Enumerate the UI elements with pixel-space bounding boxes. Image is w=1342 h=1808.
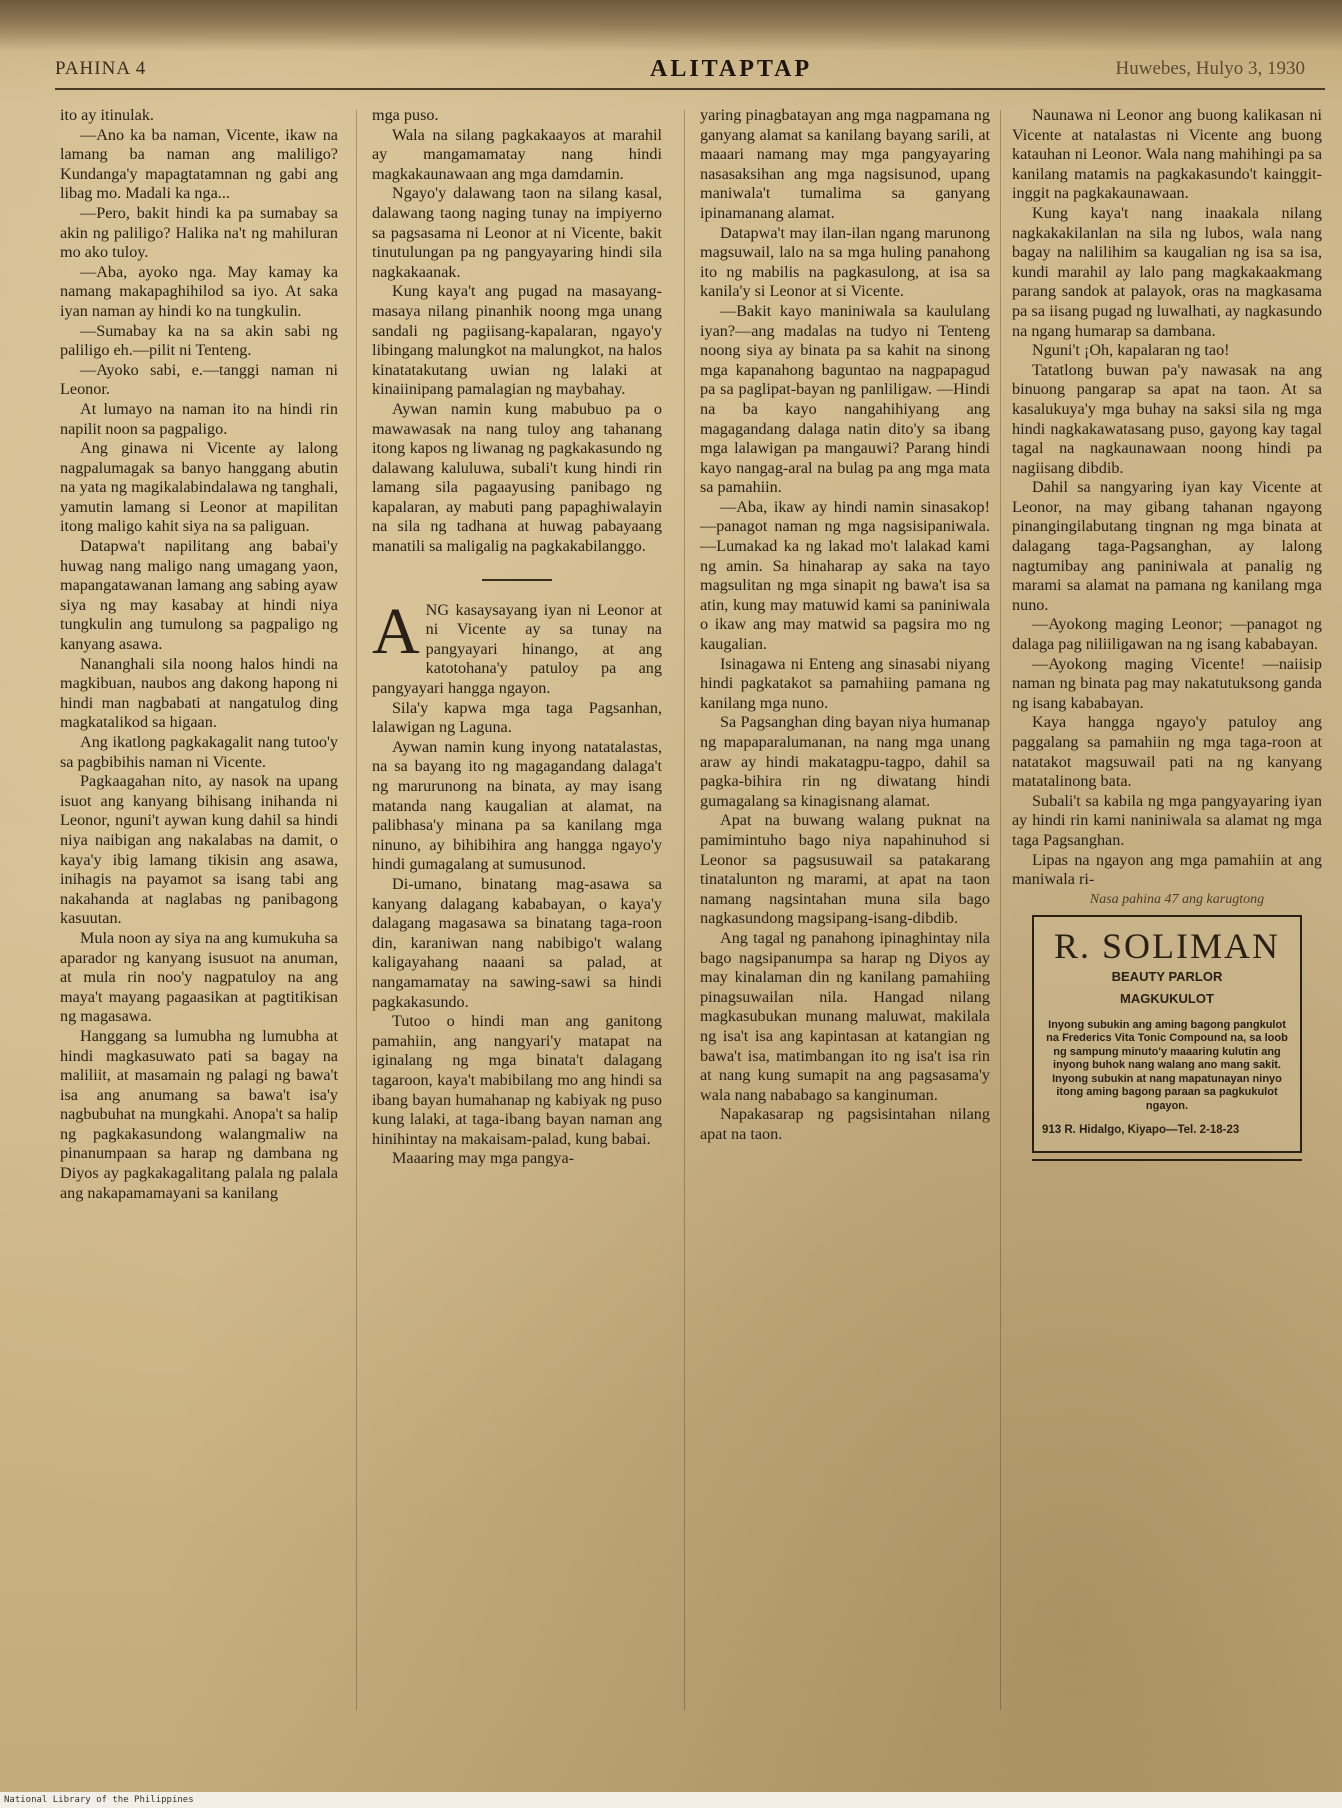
paragraph: Pagkaagahan nito, ay nasok na upang isuot ang kanyang bihisang inihanda ni Leonor, nguni't aywan kung dahil sa hindi niya naibigan ang nakalabas na damit, o kaya'y ibig lamang tikisin ang asawa, inihagis na payamot sa isang tabi ang nakahanda at naglabas ng panibagong kasuutan.	[60, 772, 338, 928]
paragraph: Kaya hangga ngayo'y patuloy ang paggalang sa pamahiin ng mga taga-roon at natatakot magsuwail pati na ng kanyang matatalinong bata.	[1012, 713, 1322, 791]
paragraph: mga puso.	[372, 106, 439, 124]
paragraph: Napakasarap ng pagsisintahan nilang apat na taon.	[700, 1105, 990, 1143]
ad-address: 913 R. Hidalgo, Kiyapo—Tel. 2-18-23	[1042, 1124, 1240, 1137]
ad-subtitle: MAGKUKULOT	[1120, 990, 1214, 1006]
paragraph: —Ayokong maging Leonor; —panagot ng dalaga pag niliiligawan na ng isang kababayan.	[1012, 615, 1322, 654]
paragraph: —Aba, ikaw ay hindi namin sinasakop!—panagot naman ng mga nagsisipaniwala.—Lumakad ka ng lakad mo't lalakad kami ng amin. Sa hinaharap ay saka na tayo magsulitan ng mga sinapit ng bawa't isa sa atin, kung may matuwid kami sa paniniwala o ikaw ang may matwid sa pagsira mo ng kaugalian.	[700, 497, 990, 654]
column-4	[1012, 106, 1322, 1161]
paragraph: Nguni't ¡Oh, kapalaran ng tao!	[1032, 341, 1230, 360]
paragraph: ito ay itinulak.	[60, 106, 154, 124]
paragraph: Ngayo'y dalawang taon na silang kasal, dalawang taong naging tunay na impiyerno sa pagsasama ni Leonor at ni Vicente, bakit tinutulungan pa ng pangyayaring hindi sila nagkakaanak.	[372, 184, 662, 281]
ad-brand-name: R. SOLIMAN	[1053, 926, 1280, 967]
paragraph: Di-umano, binatang mag-asawa sa kanyang dalagang kababayan, o kaya'y dalagang magasawa sa binatang taga-roon din, karaniwan nang nabibigo't walang kaligayahang naaani sa palad, at nangamamatay na sawing-sawi sa hindi pagkakasundo.	[372, 874, 662, 1011]
paragraph: Maaaring may mga pangya-	[392, 1149, 575, 1168]
column-2	[372, 106, 662, 1169]
paragraph: Lipas na ngayon ang mga pamahiin at ang maniwala ri-	[1012, 850, 1322, 889]
paragraph: —Ano ka ba naman, Vicente, ikaw na lamang ba naman ang maliligo? Kundanga'y mapagtatamnan ng gabi ang libag mo. Madali ka nga...	[60, 125, 338, 203]
paragraph: —Bakit kayo maniniwala sa kaululang iyan?—ang madalas na tudyo ni Tenteng noong siya ay binata pa sa kahit na sinong mga kapanahong baguntao na nagpapagud pa sa paglipat-bayan ng panliligaw. —Hindi na ba kayo nangahihiyang ang magagandang dalaga natin dito'y sa ibang mga lalawigan pa mangauwi? Parang hindi kayo nangag-aral na bulag pa ang mga mata sa pamahiin.	[700, 301, 990, 497]
paragraph: Sa Pagsanghan ding bayan niya humanap ng mapaparalumanan, na nang mga unang araw ay hindi makatagpu-tagpo, dahil sa pagka-bihira rin ng diwatang hindi gumagalang sa kinagisnang alamat.	[700, 713, 990, 810]
paragraph: —Ayoko sabi, e.—tanggi naman ni Leonor.	[60, 360, 338, 399]
paragraph: —Pero, bakit hindi ka pa sumabay sa akin ng paliligo? Halika na't ng mahiluran mo ako tuloy.	[60, 203, 338, 262]
issue-date: Huwebes, Hulyo 3, 1930	[1115, 58, 1305, 79]
column-1	[60, 106, 338, 1203]
paragraph: Subali't sa kabila ng mga pangyayaring iyan ay hindi rin kami naniniwala sa alamat ng mga taga Pagsanghan.	[1012, 791, 1322, 849]
paragraph: Naunawa ni Leonor ang buong kalikasan ni Vicente at natalastas ni Vicente ang buong katauhan ni Leonor. Wala nang mahihingi pa sa kanilang matamis na pagkakasundo't kainggit-inggit na pagkakaunawaan.	[1012, 106, 1322, 203]
paragraph: Wala na silang pagkakaayos at marahil ay mangamamatay nang hindi magkakaunawaan ang mga damdamin.	[372, 125, 662, 183]
paragraph: Tatatlong buwan pa'y nawasak na ang binuong pangarap sa apat na taon. At sa kasalukuya'y mga buhay na saksi sila ng mga hindi nagkakawatasang puso, gayong kay tagal tagal na nagkaunawaan noong hindi pa nagiisang dibdib.	[1012, 360, 1322, 477]
ad-subtitle: BEAUTY PARLOR	[1111, 969, 1223, 985]
paragraph: Dahil sa nangyaring iyan kay Vicente at Leonor, na may gibang tahanan ngayong pinangingilabutang tingnan ng mga binata at dalagang taga-Pagsanghan, ay lalong nagtumibay ang paniniwala at panalig ng marami sa alamat na pamana ng kanilang mga nuno.	[1012, 478, 1322, 614]
paragraph: At lumayo na naman ito na hindi rin napilit noon sa pagpaligo.	[60, 399, 338, 438]
column-separator	[356, 110, 357, 1710]
footer-credit: National Library of the Philippines	[0, 1792, 1342, 1808]
paragraph: Apat na buwang walang puknat na pamimintuho bago niya napahinuhod si Leonor sa pagsusuwail sa patakarang tinatalunton ng marami, at apat na taon namang nagsintahan muna sila bago nagkasundong magsipang-isang-dibdib.	[700, 811, 990, 928]
paragraph: Nananghali sila noong halos hindi na magkibuan, naubos ang dakong hapong ni hindi man nagbabati at nangatulog ding magkatalikod sa higaan.	[60, 654, 338, 732]
header-rule	[55, 88, 1325, 90]
paragraph: Tutoo o hindi man ang ganitong pamahiin, ang nangyari'y matapat na iginalang ng mga binata't dalagang tagaroon, kaya't mabibilang mo ang hindi sa ibang bayan humahanap ng kabiyak ng puso kung lalaki, at taga-ibang bayan naman ang hinihintay na makaisam-palad, kung babai.	[372, 1012, 662, 1148]
paragraph: —Ayokong maging Vicente! —naiisip naman ng binata pag may nakatutuksong ganda ng isang kababayan.	[1012, 654, 1322, 712]
continuation-note: Nasa pahina 47 ang karugtong	[1089, 891, 1265, 907]
drop-cap: A	[372, 594, 420, 668]
paragraph: Aywan namin kung mabubuo pa o mawawasak na nang tuloy ang tahanang itong kapos ng liwanag ng pagkakasundo ng dalawang kaluluwa, subali't kung hindi rin lamang sila pagaayusing panibago ng kapalaran, ay mabuti pang papaghiwalayin na sila ng tadhana at huwag pabayaang manatili sa maligalig na pagkakabilanggo.	[372, 399, 662, 556]
page-number: PAHINA 4	[55, 58, 147, 79]
paragraph: Ang tagal ng panahong ipinaghintay nila bago nagsipanumpa sa harap ng Diyos ay may kinalaman din ng kanilang pamahiing pinagsuwailan nila. Hangad nilang magkasubukan munang maluwat, makilala ng isa't isa ang kapintasan at katangian ng bawa't isa, matimbangan ito ng isa't isa rin at nang kung sumapit na ang pagsasama'y wala nang nababago sa kanginuman.	[700, 928, 990, 1104]
column-separator	[1000, 110, 1001, 1710]
paragraph: Kung kaya't nang inaakala nilang nagkakakilanlan na sila ng lubos, wala nang bagay na nalilihim sa kaugalian ng isa sa isa, kundi marahil ay lalo pang magkakaakmang parang sandok at palayok, oras na magkasama pa sa iisang pugad ng luwalhati, ay nagkasundo na ngang humarap sa dambana.	[1012, 203, 1322, 340]
dropcap-paragraph	[372, 594, 662, 699]
page-header	[55, 56, 1305, 86]
paragraph: Aywan namin kung inyong natatalastas, na sa bayang ito ng magagandang dalaga't ng marurunong na binata, ay may isang matanda nang kaugalian at alamat, na palibhasa'y minana pa sa kanilang mga ninuno, ay bihibihira ang hangga ngayo'y hindi gumagalang at sumusunod.	[372, 737, 662, 874]
paragraph: Sila'y kapwa mga taga Pagsanhan, lalawigan ng Laguna.	[372, 698, 662, 737]
ad-body-text: Inyong subukin ang aming bagong pangkulot na Frederics Vita Tonic Compound na, sa loob ng sampung minuto'y maaaring kulutin ang inyong buhok nang walang ano mang sakit. Inyong subukin at nang mapatunayan ninyo itong aming bagong paraan sa pagkukulot ngayon.	[1046, 1018, 1288, 1112]
paragraph: yaring pinagbatayan ang mga nagpamana ng ganyang alamat sa kanilang bayang sarili, at maaari namang may mga pangyayaring nasasaksihan ang mga nagsisunod, upang maniwala't tumalima sa ganyang ipinamanang alamat.	[700, 106, 990, 222]
paragraph: Isinagawa ni Enteng ang sinasabi niyang hindi pagkatakot sa pamahiing pamana ng kanilang mga nuno.	[700, 654, 990, 712]
column-3	[700, 106, 990, 1144]
section-divider	[482, 579, 552, 581]
paragraph: Datapwa't may ilan-ilan ngang marunong magsuwail, lalo na sa mga huling panahong ito ng mabilis na pagkasulong, at isa sa kanila'y si Leonor at si Vicente.	[700, 223, 990, 301]
paragraph: Kung kaya't ang pugad na masayang-masaya nilang pinanhik noong mga unang sandali ng pagiisang-kapalaran, ngayo'y libingang malungkot na malungkot, na halos kinatatakutang uwian ng lalaki at kinaiinipang pamalagian ng maybahay.	[372, 282, 662, 399]
paragraph: Datapwa't napilitang ang babai'y huwag nang maligo nang umagang yaon, mapangatawanan lamang ang sabing ayaw siya ng may kasabay at hindi niya tungkulin ang tumulong sa pagpaligo ng kanyang asawa.	[60, 537, 338, 654]
paragraph: —Aba, ayoko nga. May kamay ka namang makapaghihilod sa iyo. At saka iyan naman ay hindi ko na tungkulin.	[60, 262, 338, 320]
paragraph: —Sumabay ka na sa akin sabi ng paliligo eh.—pilit ni Tenteng.	[60, 321, 338, 360]
dropcap-text: NG kasaysayang iyan ni Leonor at ni Vicente ay sa tunay na pangyayari hinango, at ang katotohana'y patuloy pa ang pangyayari hangga ngayon.	[372, 600, 662, 698]
paragraph: Ang ikatlong pagkakagalit nang tutoo'y sa pagbibihis naman ni Vicente.	[60, 733, 338, 771]
ad-bottom-rule	[1032, 1159, 1302, 1161]
advertisement-box	[1032, 915, 1302, 1152]
paper-top-edge	[0, 0, 1342, 52]
paragraph: Ang ginawa ni Vicente ay lalong nagpalumagak sa banyo hanggang abutin na yata ng magikalabindalawa ng tanghali, yamutin lamang si Leonor at mapilitan itong maligo kahit siya na sa paliguan.	[60, 439, 338, 536]
paragraph: Mula noon ay siya na ang kumukuha sa aparador ng kanyang isusuot na anuman, at mula rin noo'y nagpatuloy na ang maya't mayang pagaasikan at pagtitikisan ng magasawa.	[60, 928, 338, 1026]
column-separator	[684, 110, 685, 1710]
paragraph: Hanggang sa lumubha ng lumubha at hindi magkasuwato pati sa bagay na maliliit, at masamain ng palagi ng bawa't isa ang anumang sa bawa't isa'y nagbubuhat na mungkahi. Anopa't sa halip ng pagkakasundong walangmaliw na pinanumpaan sa harap ng dambana ng Diyos ay pagkakagalitang palala ng palala ang nakapamamayani sa kanilang	[60, 1026, 338, 1202]
masthead-title: ALITAPTAP	[650, 56, 813, 82]
